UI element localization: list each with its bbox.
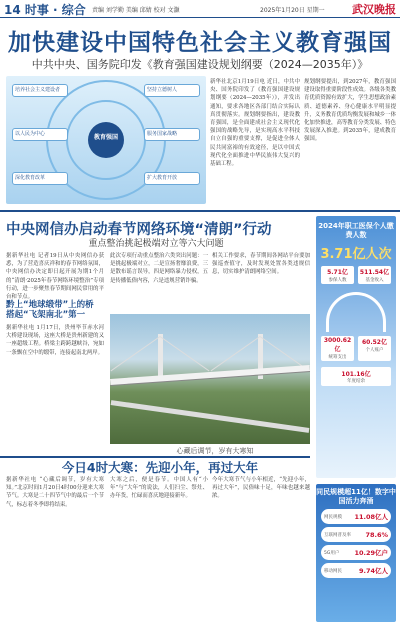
stat-value: 3000.62亿 — [323, 337, 352, 353]
infographic-item: 服务国家战略 — [144, 128, 200, 141]
stat-label: 年度结余 — [347, 379, 365, 384]
stat-cell — [321, 266, 354, 284]
medical-insurance-infographic — [316, 216, 396, 478]
article3-body: 据新华社电 1月17日，贵州毕节赤水河大桥建设现场，这座大桥是贵州新建的又一座超级工程。桥梁主跨跨越峡谷，宛如一条飘在空中的缎带，连接起南北两岸。 — [6, 325, 104, 356]
article2-headline: 中央网信办启动春节网络环境“清朗”行动 — [6, 222, 272, 238]
stat-label: 互联网普及率 — [324, 532, 351, 538]
article4-body-col3: 今年大寒节气与小年相近，“先迎小年，再过大年”，民俗味十足，年味也越来越浓。 — [212, 477, 310, 500]
stat-value: 511.54亿 — [359, 269, 390, 276]
bridge-cable — [160, 336, 210, 371]
article2-body-col2: 此次专项行动重点整治六类突出问题：一是挑起极端对立，二是宣扬奢靡浪费，三是散布谣言误导，四是网络暴力侵权，五是传播低俗内容，六是违规营销诈骗。 — [110, 253, 208, 284]
sidebar2-title: 同民规模超11亿！数字中国活力奔涌 — [316, 488, 396, 505]
stat-bottom — [321, 367, 391, 386]
article1-body-col2: 规划纲要提出，到2027年，教育强国建设取得重要阶段性成效。各级各类教育优质资源有效扩大，学生思想政治素质、道德素养、身心健康水平明显提升，义务教育优质均衡发展和城乡一体化加快推进，高等教育分类发展、特色发展深入推进。到2035年，建成教育强国。 — [304, 79, 396, 143]
infographic-item: 扩大教育开放 — [144, 172, 200, 185]
article3-headline: 黔上“地球缎带”上的桥 搭起“飞架南北”第一 — [6, 300, 94, 320]
article3-block — [6, 300, 104, 460]
article1-subhead: 中共中央、国务院印发《教育强国建设规划纲要（2024—2035年）》 — [31, 58, 369, 71]
issue-date: 2025年1月20日 星期一 — [260, 7, 325, 14]
article4-body-col2: 大寒之后，便是春节。中国人有“小年”与“大年”的说法，人们扫尘、祭灶、办年货，忙碌而喜庆地迎接新年。 — [110, 477, 208, 500]
stat-value: 5.71亿 — [327, 269, 348, 276]
editor-credits: 责编 刘学勤 美编 邱婧 校对 文灏 — [92, 7, 180, 14]
decorative-arch — [326, 292, 386, 332]
stat-cell — [321, 336, 354, 361]
bridge-photo — [110, 314, 310, 444]
stat-cell — [358, 336, 391, 361]
sidebar1-row — [321, 266, 391, 284]
infographic-item: 培养社会主义建设者 — [12, 84, 68, 97]
article1-headline: 加快建设中国特色社会主义教育强国 — [8, 30, 392, 56]
article1-body-col1: 新华社北京1月19日电 近日，中共中央、国务院印发了《教育强国建设规划纲要（2024—2035年）》，并发出通知，要求各地区各部门结合实际认真贯彻落实。规划纲要指出，建设教育强国，是全面建成社会主义现代化强国的战略先导，是实现高水平科技自立自强的重要支撑，是促进全体人民共同富裕的有效途径，是以中国式现代化全面推进中华民族伟大复兴的基础工程。 — [210, 79, 300, 168]
infographic-item: 坚持立德树人 — [144, 84, 200, 97]
stat-label: 移动网民 — [324, 568, 342, 574]
digital-china-infographic — [316, 484, 396, 622]
stat-bar — [321, 563, 391, 578]
article2-subhead: 重点整治挑起极端对立等六大问题 — [88, 239, 224, 249]
stat-label: 基金收入 — [365, 278, 384, 283]
newspaper-brand: 武汉晚报 — [352, 3, 396, 16]
stat-label: 个人账户 — [365, 348, 384, 353]
infographic-core: 教育强国 — [88, 122, 124, 158]
sidebar1-title: 2024年职工医保个人缴费人数 — [318, 222, 394, 239]
article2-body-col1: 据新华社电 记者19日从中央网信办获悉，为了营造喜庆祥和的春节网络氛围，中央网信办决定即日起开展为期1个月的“清朗·2025年春节网络环境整治”专项行动，进一步聚焦春节期间网民常用的平台和节点。 — [6, 253, 104, 301]
stat-label: 统筹支出 — [328, 355, 347, 360]
stat-value: 9.74亿人 — [358, 567, 388, 575]
page-header — [0, 0, 400, 18]
bridge-cable — [211, 336, 261, 371]
bridge-tower — [158, 334, 163, 379]
sidebar1-row — [321, 336, 391, 361]
stat-label: 参保人数 — [328, 278, 347, 283]
stat-cell — [358, 266, 391, 284]
education-infographic — [6, 76, 206, 204]
photo-caption: 心藏后调节，岁有大寒知 — [176, 447, 254, 455]
valley-road — [111, 400, 310, 433]
infographic-item: 深化教育改革 — [12, 172, 68, 185]
section-divider — [0, 210, 400, 212]
stat-value: 60.52亿 — [362, 339, 387, 346]
bridge-deck — [110, 365, 310, 385]
infographic-item: 以人民为中心 — [12, 128, 68, 141]
stat-value: 10.29亿户 — [354, 549, 388, 557]
article4-headline: 今日4时大寒：先迎小年，再过大年 — [61, 460, 259, 475]
bridge-cable — [111, 336, 161, 371]
article2-body-col3: 相关工作要求，春节期间各网站平台要加强巡查值守，及时发现处置各类违规信息，切实维护清朗网络空间。 — [212, 253, 310, 276]
sidebar1-headline-value: 3.71亿人次 — [320, 247, 392, 262]
stat-value: 101.16亿 — [341, 371, 371, 378]
stat-bar — [321, 545, 391, 560]
stat-bar — [321, 509, 391, 524]
stat-label: 5G用户 — [324, 550, 340, 556]
stat-bar — [321, 527, 391, 542]
stat-value: 78.6% — [365, 530, 388, 539]
stat-label: 网民规模 — [324, 514, 342, 520]
section-label: 14 时事 · 综合 — [4, 3, 86, 17]
stat-value: 11.08亿人 — [354, 513, 388, 521]
article4-body-col1: 据新华社电 “心藏后调节，岁有大寒知。”北京时间1月20日4时00分迎来大寒节气。大寒是二十四节气中的最后一个节气，标志着冬季即将结束。 — [6, 477, 104, 508]
